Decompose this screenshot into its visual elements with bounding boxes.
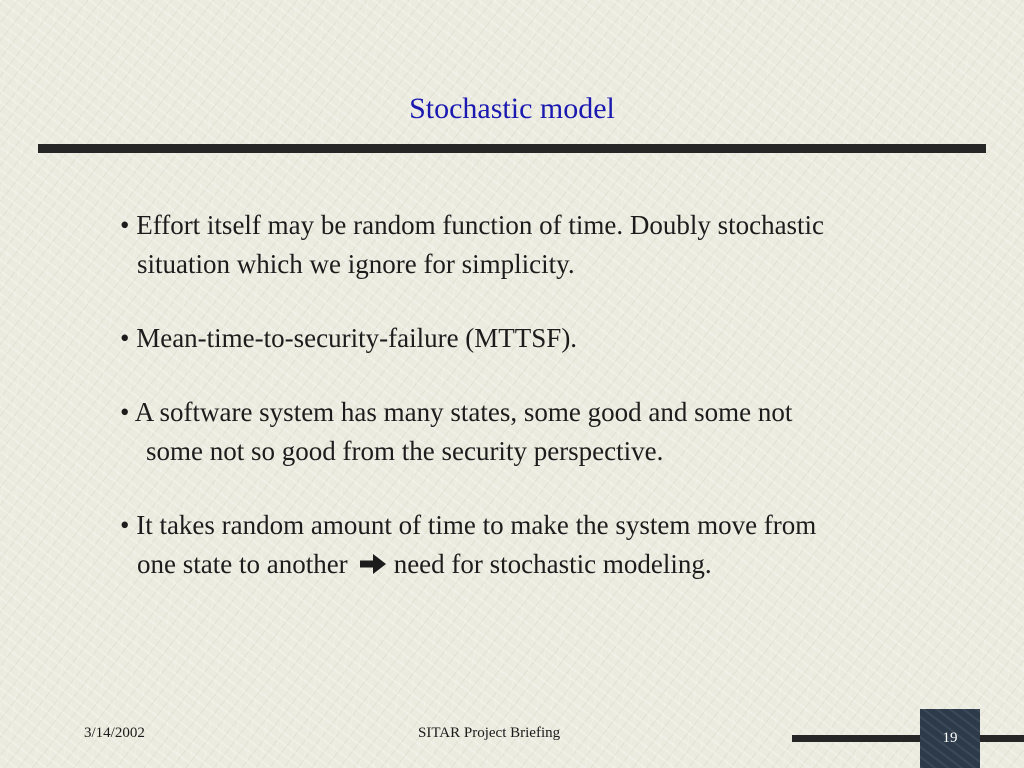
- title-divider: [38, 144, 986, 153]
- bullet-continuation: [120, 545, 960, 584]
- bullet-item: [120, 506, 960, 584]
- bullet-text-before-arrow: one state to another: [137, 549, 348, 579]
- bullet-line: • It takes random amount of time to make the system move from: [120, 510, 817, 540]
- slide-title: Stochastic model: [409, 92, 615, 125]
- bullet-continuation: situation which we ignore for simplicity.: [137, 249, 575, 279]
- bullet-line: • Effort itself may be random function of time. Doubly stochastic: [120, 210, 825, 240]
- footer-date: 3/14/2002: [84, 725, 145, 741]
- bullet-line: • Mean-time-to-security-failure (MTTSF).: [120, 323, 578, 353]
- bullet-item: [120, 206, 960, 284]
- page-number-box: [920, 709, 980, 768]
- right-arrow-icon: [358, 553, 388, 575]
- slide-body: [120, 206, 960, 619]
- footer-divider: [792, 735, 1024, 742]
- page-number: 19: [942, 730, 958, 746]
- bullet-item: [120, 393, 960, 471]
- bullet-line: • A software system has many states, some good and some not: [120, 397, 793, 427]
- bullet-text-after-arrow: need for stochastic modeling.: [393, 549, 712, 579]
- footer-title: SITAR Project Briefing: [418, 725, 561, 741]
- bullet-item: [120, 319, 960, 358]
- bullet-continuation: some not so good from the security perspective.: [146, 436, 664, 466]
